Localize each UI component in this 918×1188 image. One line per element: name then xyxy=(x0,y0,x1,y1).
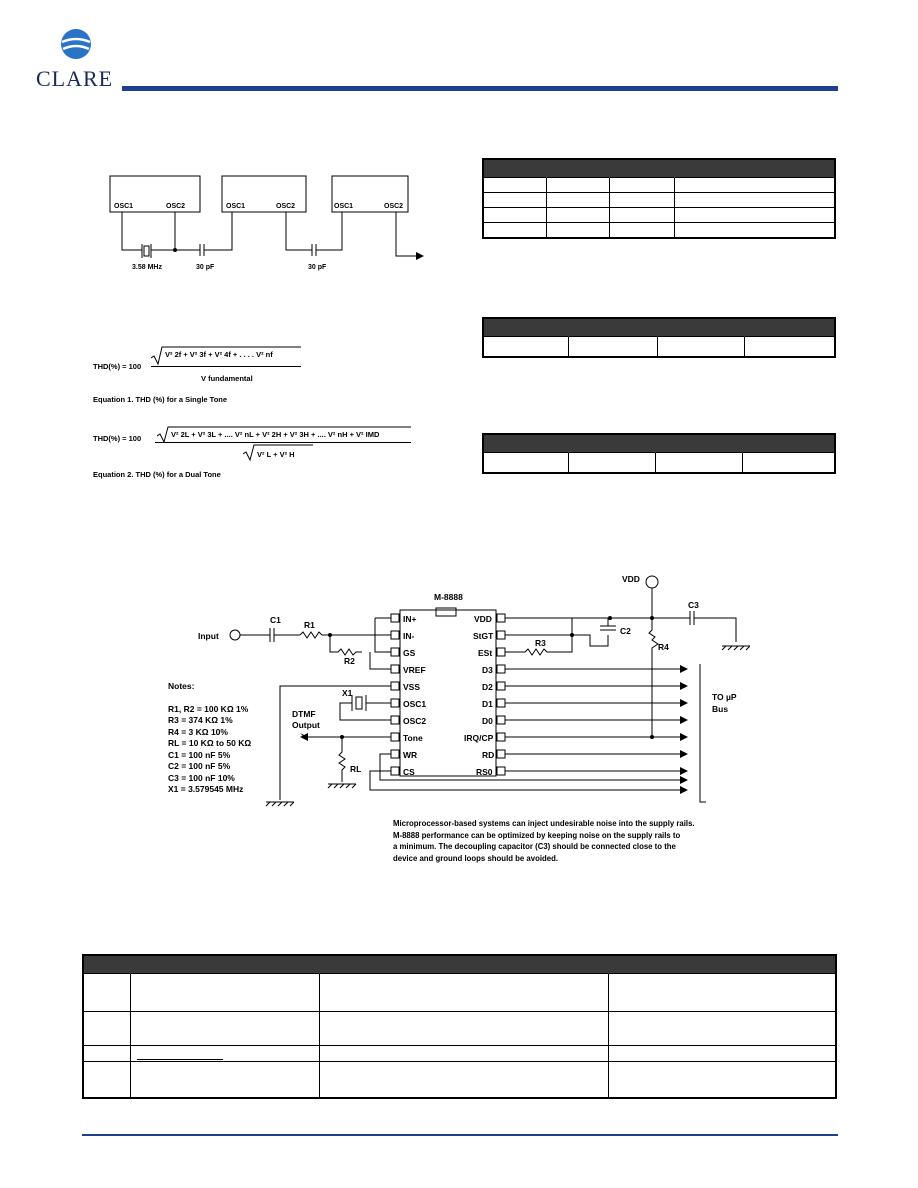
equation-1 xyxy=(93,344,413,388)
chip2-pin2: OSC2 xyxy=(276,203,296,210)
eq1-denominator: V fundamental xyxy=(201,374,253,383)
eq2-denominator: V² L + V² H xyxy=(257,450,295,459)
schematic-description xyxy=(393,818,695,864)
pin-rs0: RS0 xyxy=(476,767,493,777)
cap1-label: 30 pF xyxy=(196,264,215,271)
pin-gs: GS xyxy=(403,648,416,658)
eq1-lhs: THD(%) = 100 xyxy=(93,362,142,371)
brand-name: CLARE xyxy=(36,66,114,91)
bus-label-1: TO µP xyxy=(712,692,737,702)
vdd-supply-label: VDD xyxy=(622,574,640,584)
pin-d0: D0 xyxy=(482,716,493,726)
table-row xyxy=(483,208,835,223)
pin-stgt: StGT xyxy=(473,631,494,641)
pin-rd: RD xyxy=(482,750,495,760)
table-middle-right xyxy=(482,317,836,358)
table-row xyxy=(483,178,835,193)
x1-label: X1 xyxy=(342,688,353,698)
pin-d3: D3 xyxy=(482,665,493,675)
output-label: Output xyxy=(292,720,320,730)
rl-label: RL xyxy=(350,764,362,774)
table-bottom xyxy=(82,954,837,1099)
eq1-numerator: V² 2f + V² 3f + V² 4f + . . . . V² nf xyxy=(165,350,273,359)
chip3-pin2: OSC2 xyxy=(384,203,404,210)
note-item: R3 = 374 KΩ 1% xyxy=(168,715,233,725)
table-top-right xyxy=(482,158,836,239)
pin-osc1: OSC1 xyxy=(403,699,427,709)
equation-2 xyxy=(93,426,423,470)
equation-2-caption: Equation 2. THD (%) for a Dual Tone xyxy=(93,470,221,479)
note-item: X1 = 3.579545 MHz xyxy=(168,784,244,794)
r4-label: R4 xyxy=(658,642,669,652)
pin-osc2: OSC2 xyxy=(403,716,427,726)
note-item: R1, R2 = 100 KΩ 1% xyxy=(168,703,249,714)
pin-vss: VSS xyxy=(403,682,421,692)
description-line: M-8888 performance can be optimized by keeping noise on the supply rails to xyxy=(393,830,681,840)
table-row xyxy=(83,974,836,1012)
table-row xyxy=(483,453,835,473)
description-line: a minimum. The decoupling capacitor (C3) should be connected close to the xyxy=(393,842,676,851)
r2-label: R2 xyxy=(344,656,355,666)
pin-tone: Tone xyxy=(403,733,423,743)
c2-label: C2 xyxy=(620,626,631,636)
c3-label: C3 xyxy=(688,600,699,610)
chip2-pin1: OSC1 xyxy=(226,203,246,210)
bus-label-2: Bus xyxy=(712,704,729,714)
pin-wr: WR xyxy=(403,750,418,760)
crystal-label: 3.58 MHz xyxy=(132,264,162,271)
oscillator-diagram xyxy=(100,168,440,278)
fraction-bar xyxy=(155,442,411,443)
eq2-numerator: V² 2L + V² 3L + .... V² nL + V² 2H + V² 3H + .... V² nH + V² IMD xyxy=(171,430,380,439)
overline-mark xyxy=(137,1059,223,1060)
note-item: RL = 10 KΩ to 50 KΩ xyxy=(168,738,252,748)
description-line: device and ground loops should be avoided. xyxy=(393,853,559,863)
header-rule xyxy=(122,86,838,91)
table-row xyxy=(83,1012,836,1046)
pin-cs: CS xyxy=(403,767,415,777)
note-item: C3 = 100 nF 10% xyxy=(168,772,235,783)
c1-label: C1 xyxy=(270,615,281,625)
equation-1-caption: Equation 1. THD (%) for a Single Tone xyxy=(93,395,228,404)
application-schematic xyxy=(190,570,750,815)
footer-rule xyxy=(82,1134,838,1136)
note-item: R4 = 3 KΩ 10% xyxy=(168,726,228,737)
input-label: Input xyxy=(198,631,219,641)
pin-vref: VREF xyxy=(403,665,426,675)
dtmf-label: DTMF xyxy=(292,709,316,719)
cap2-label: 30 pF xyxy=(308,264,327,271)
chip1-pin1: OSC1 xyxy=(114,203,134,210)
pin-est: ESt xyxy=(478,648,493,658)
fraction-bar xyxy=(151,366,301,367)
chip3-pin1: OSC1 xyxy=(334,203,354,210)
eq2-lhs: THD(%) = 100 xyxy=(93,434,142,443)
table-lower-right xyxy=(482,433,836,474)
clare-logo xyxy=(36,28,126,92)
pin-in-plus: IN+ xyxy=(403,614,417,624)
chip1-pin2: OSC2 xyxy=(166,203,186,210)
notes-block xyxy=(168,681,251,796)
r1-label: R1 xyxy=(304,620,315,630)
table-row xyxy=(83,1062,836,1098)
table-row xyxy=(483,193,835,208)
pin-in-minus: IN- xyxy=(403,631,415,641)
note-item: C1 = 100 nF 5% xyxy=(168,749,231,760)
note-item: C2 = 100 nF 5% xyxy=(168,761,231,771)
pin-d1: D1 xyxy=(482,699,493,709)
chip-name: M-8888 xyxy=(434,592,463,602)
pin-d2: D2 xyxy=(482,682,493,692)
notes-title: Notes: xyxy=(168,681,195,691)
pin-irq-cp: IRQ/CP xyxy=(464,733,494,743)
table-row xyxy=(483,337,835,357)
table-row xyxy=(483,223,835,238)
pin-vdd: VDD xyxy=(474,614,492,624)
description-line: Microprocessor-based systems can inject undesirable noise into the supply rails. xyxy=(393,819,695,828)
r3-label: R3 xyxy=(535,638,546,648)
